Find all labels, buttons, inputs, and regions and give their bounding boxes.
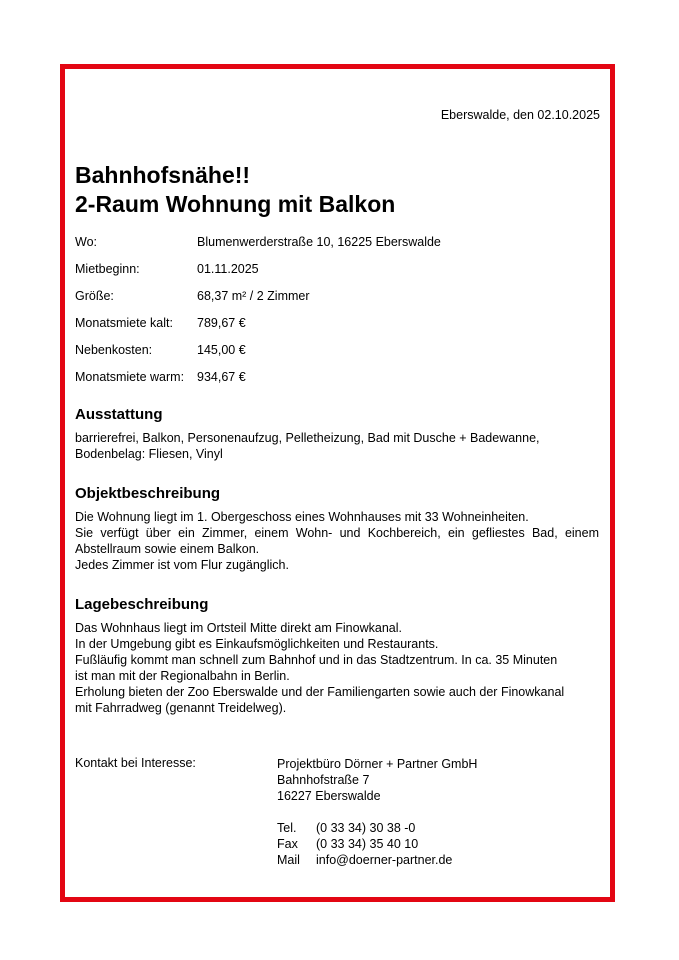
section-line: Jedes Zimmer ist vom Flur zugänglich. [75,558,289,572]
section-line: Fußläufig kommt man schnell zum Bahnhof und in das Stadtzentrum. In ca. 35 Minuten [75,653,558,667]
section-heading: Lagebeschreibung [75,596,209,613]
fact-value: 01.11.2025 [197,262,259,276]
section-lagebeschreibung [75,596,599,716]
fact-value: 145,00 € [197,343,246,357]
section-line: Die Wohnung liegt im 1. Obergeschoss eines Wohnhauses mit 33 Wohneinheiten. [75,510,529,524]
section-line: Abstellraum sowie einem Balkon. [75,542,260,556]
section-heading: Ausstattung [75,406,163,423]
phone-number[interactable]: (0 33 34) 30 38 -0 [316,821,416,835]
mail-label: Mail [277,853,300,867]
section-line: In der Umgebung gibt es Einkaufsmöglichkeiten und Restaurants. [75,637,439,651]
contact-address [277,756,477,804]
email-link[interactable]: info@doerner-partner.de [316,853,453,867]
contact-street: Bahnhofstraße 7 [277,773,370,787]
fact-label: Monatsmiete kalt: [75,316,173,330]
fact-value: 934,67 € [197,370,246,384]
contact-city: 16227 Eberswalde [277,789,381,803]
page-title [75,161,395,219]
fact-label: Mietbeginn: [75,262,140,276]
section-ausstattung [75,406,599,462]
section-line: Erholung bieten der Zoo Eberswalde und der Familiengarten sowie auch der Finowkanal [75,685,565,699]
section-objektbeschreibung [75,485,599,573]
fact-value: Blumenwerderstraße 10, 16225 Eberswalde [197,235,441,249]
fact-value: 68,37 m² / 2 Zimmer [197,289,310,303]
section-line: Bodenbelag: Fliesen, Vinyl [75,447,223,461]
date-line: Eberswalde, den 02.10.2025 [440,108,600,122]
fact-label: Nebenkosten: [75,343,153,357]
fact-label: Wo: [75,235,97,249]
fact-label: Monatsmiete warm: [75,370,185,384]
fact-value: 789,67 € [197,316,246,330]
phone-label: Tel. [277,821,297,835]
section-line: Sie verfügt über ein Zimmer, einem Wohn- und Kochbereich, ein gefliestes Bad, einem [75,526,599,540]
fact-label: Größe: [75,289,114,303]
section-line: Das Wohnhaus liegt im Ortsteil Mitte direkt am Finowkanal. [75,621,402,635]
fax-label: Fax [277,837,298,851]
section-line: barrierefrei, Balkon, Personenaufzug, Pelletheizung, Bad mit Dusche + Badewanne, [75,431,540,445]
contact-label: Kontakt bei Interesse: [75,756,196,770]
section-line: ist man mit der Regionalbahn in Berlin. [75,669,290,683]
section-heading: Objektbeschreibung [75,485,221,502]
fax-number: (0 33 34) 35 40 10 [316,837,419,851]
title-line-1: Bahnhofsnähe!! [75,162,251,188]
section-line: mit Fahrradweg (genannt Treidelweg). [75,701,287,715]
title-line-2: 2-Raum Wohnung mit Balkon [75,191,396,217]
contact-company: Projektbüro Dörner + Partner GmbH [277,757,478,771]
